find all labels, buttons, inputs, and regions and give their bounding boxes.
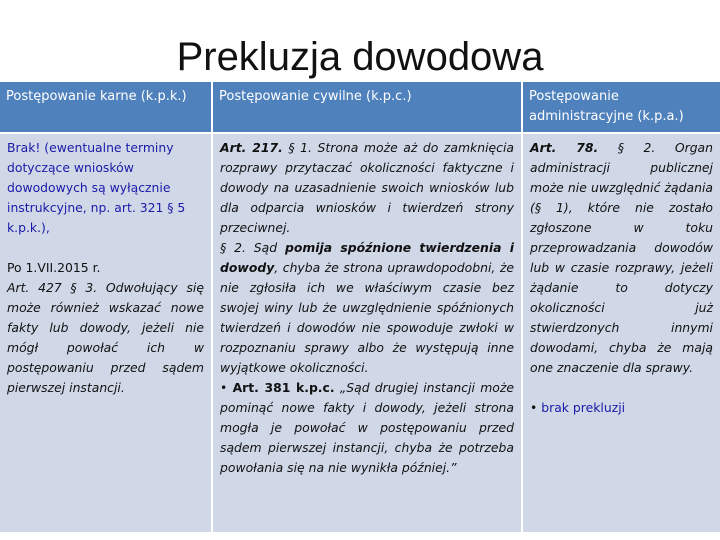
- bullet-icon: •: [530, 400, 542, 415]
- art381-label: Art. 381 k.p.c.: [232, 380, 335, 395]
- art78-text: § 2. Organ administracji publicznej może nie uwzględnić żądania (§ 1), które nie zostało zgłoszone w toku przeprowadzania dowodów lub w czasie rozprawy, jeżeli żądanie to dotyczy okoliczności już stwierdzonych innymi dowodami, chyba że mają one znaczenie dla sprawy.: [530, 140, 713, 375]
- cell-kpc: [213, 134, 521, 532]
- art78-label: Art. 78.: [530, 140, 599, 155]
- header-kpc: Postępowanie cywilne (k.p.c.): [213, 82, 521, 132]
- art217-p2-rest: , chyba że strona uprawdopodobni, że nie zgłosiła ich we właściwym czasie bez swojej winy lub że uwzględnienie spóźnionych twierdzeń i dowodów nie spowoduje zwłoki w rozpoznaniu sprawy albo że występują inne wyjątkowe okoliczności.: [220, 260, 514, 375]
- art217-p1: § 1. Strona może aż do zamknięcia rozprawy przytaczać okoliczności faktyczne i dowody na uzasadnienie swoich wniosków lub dla odparcia wniosków i twierdzeń strony przeciwnej.: [220, 140, 514, 235]
- art217-p2-start: § 2. Sąd: [220, 240, 285, 255]
- cell-kpa: [523, 134, 720, 532]
- art427-text: Art. 427 § 3. Odwołujący się może również wskazać nowe fakty lub dowody, jeżeli nie mógł powołać ich w postępowaniu przed sądem pierwszej instancji.: [7, 280, 204, 395]
- bullet-icon: •: [220, 380, 233, 395]
- table-row: [0, 134, 720, 532]
- slide-title: Prekluzja dowodowa: [176, 35, 544, 79]
- comparison-table: [0, 80, 720, 534]
- art381-text: „Sąd drugiej instancji może pominąć nowe fakty i dowody, jeżeli strona mogła je powołać w postępowaniu przed sądem pierwszej instancji, chyba że potrzeba powołania się na nie wynikła później.”: [220, 380, 515, 475]
- date-note: Po 1.VII.2015 r.: [7, 260, 101, 275]
- header-kpk: Postępowanie karne (k.p.k.): [0, 82, 211, 132]
- art217-label: Art. 217.: [220, 140, 283, 155]
- art217-p2-bold: pomija spóźnione twierdzenia i dowody: [220, 240, 514, 275]
- brak-note: Brak! (ewentualne terminy dotyczące wniosków dowodowych są wyłącznie instrukcyjne, np. art. 321 § 5 k.p.k.),: [7, 140, 186, 235]
- header-kpa: Postępowanie administracyjne (k.p.a.): [523, 82, 720, 132]
- cell-kpk: [0, 134, 211, 532]
- header-row: [0, 82, 720, 132]
- brak-prekluzji: brak prekluzji: [541, 400, 626, 415]
